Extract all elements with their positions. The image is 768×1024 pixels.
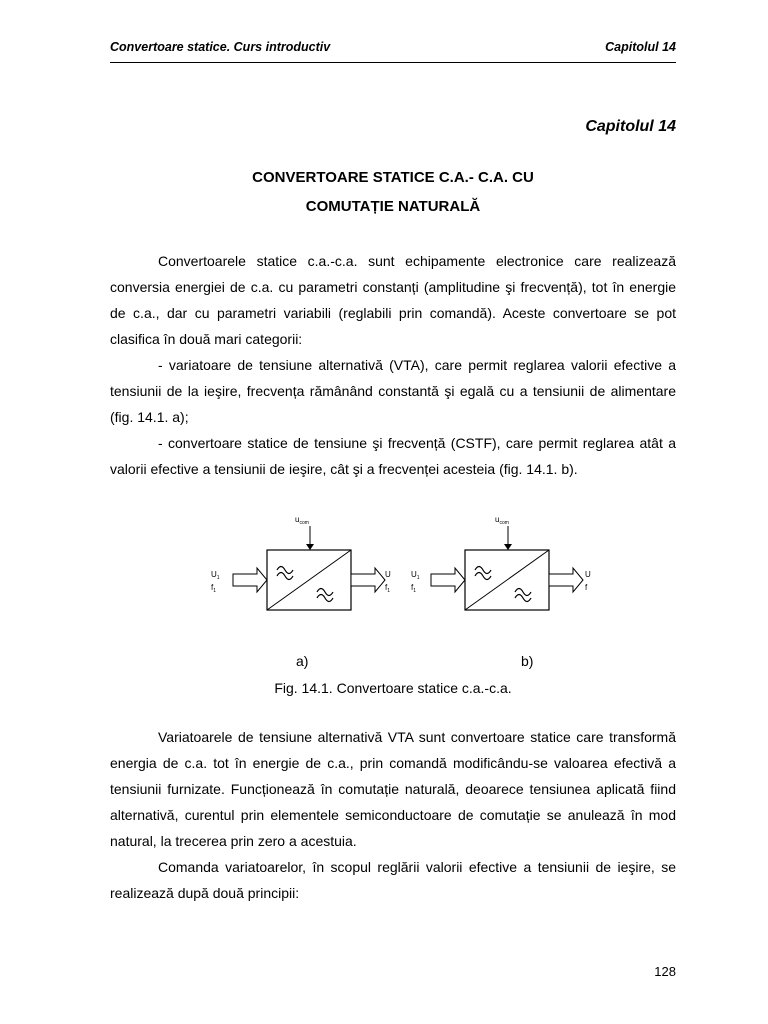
diagram-b-output-arrow bbox=[549, 568, 583, 592]
diagram-a bbox=[211, 515, 391, 610]
chapter-title bbox=[110, 163, 676, 221]
diagram-a-output-u: U bbox=[385, 570, 391, 579]
page-header bbox=[110, 40, 676, 63]
diagram-a-output-arrow bbox=[351, 568, 385, 592]
chapter-label: Capitolul 14 bbox=[585, 118, 676, 135]
header-chapter: Capitolul 14 bbox=[605, 40, 676, 54]
diagram-a-input-f: $f_1$ bbox=[211, 583, 217, 594]
figure-caption: Fig. 14.1. Convertoare statice c.a.-c.a. bbox=[274, 680, 512, 696]
diagram-a-control-label: $u_{com}$ bbox=[295, 515, 309, 526]
diagram-b-input-u: $U_1$ bbox=[411, 570, 420, 581]
chapter-title-line2: COMUTAȚIE NATURALĂ bbox=[305, 198, 481, 215]
diagram-a-input-arrow bbox=[233, 568, 267, 592]
converter-figure bbox=[195, 512, 615, 622]
diagram-b-input-f: $f_1$ bbox=[411, 583, 417, 594]
diagram-a-control-arrowhead bbox=[306, 544, 314, 550]
diagram-b-control-label: $u_{com}$ bbox=[495, 515, 509, 526]
diagram-a-diagonal bbox=[267, 550, 351, 610]
figure-label-a: a) bbox=[296, 653, 309, 669]
diagram-a-input-u: $U_1$ bbox=[211, 570, 220, 581]
figure-label-b: b) bbox=[521, 653, 534, 669]
page-number: 128 bbox=[654, 964, 676, 979]
diagram-b-output-u: U bbox=[585, 570, 591, 579]
diagram-b-input-arrow bbox=[431, 568, 465, 592]
diagram-a-output-f: $f_1$ bbox=[385, 583, 391, 594]
header-course-title: Convertoare statice. Curs introductiv bbox=[110, 40, 331, 54]
diagram-b bbox=[411, 515, 591, 610]
chapter-title-line1: CONVERTOARE STATICE C.A.- C.A. CU bbox=[252, 169, 534, 186]
diagram-b-output-f: f bbox=[585, 583, 588, 592]
intro-section bbox=[110, 248, 676, 482]
control-principles-paragraph: Comanda variatoarelor, în scopul reglării valorii efective a tensiunii de ieşire, se realizează după două principii: bbox=[110, 859, 676, 901]
intro-paragraph: Convertoarele statice c.a.-c.a. sunt echipamente electronice care realizează conversia energiei de c.a. cu parametri constanți (amplitudine şi frecvență), tot în energie de c.a., dar cu parametri variabili (reglabili prin comandă). Aceste convertoare se pot clasifica în două mari categorii: bbox=[110, 253, 676, 347]
vta-section bbox=[110, 724, 676, 906]
diagram-b-diagonal bbox=[465, 550, 549, 610]
vta-description-paragraph: Variatoarele de tensiune alternativă VTA sunt convertoare statice care transformă energia de c.a. tot în energie de c.a., prin comandă modificându-se valoarea efectivă a tensiunii furnizate. Funcționează în comutație naturală, deoarece tensiunea aplicată fiind alternativă, curentul prin elementele semiconductoare de comutație se anulează în mod natural, la trecerea prin zero a acestuia. bbox=[110, 729, 676, 849]
vta-paragraph: - variatoare de tensiune alternativă (VTA), care permit reglarea valorii efective a tensiunii de la ieşire, frecvența rămânând constantă şi egală cu a tensiunii de alimentare (fig. 14.1. a); bbox=[110, 357, 676, 425]
cstf-paragraph: - convertoare statice de tensiune şi frecvență (CSTF), care permit reglarea atât a valorii efective a tensiunii de ieşire, cât şi a frecvenței acesteia (fig. 14.1. b). bbox=[110, 435, 676, 477]
diagram-b-control-arrowhead bbox=[504, 544, 512, 550]
